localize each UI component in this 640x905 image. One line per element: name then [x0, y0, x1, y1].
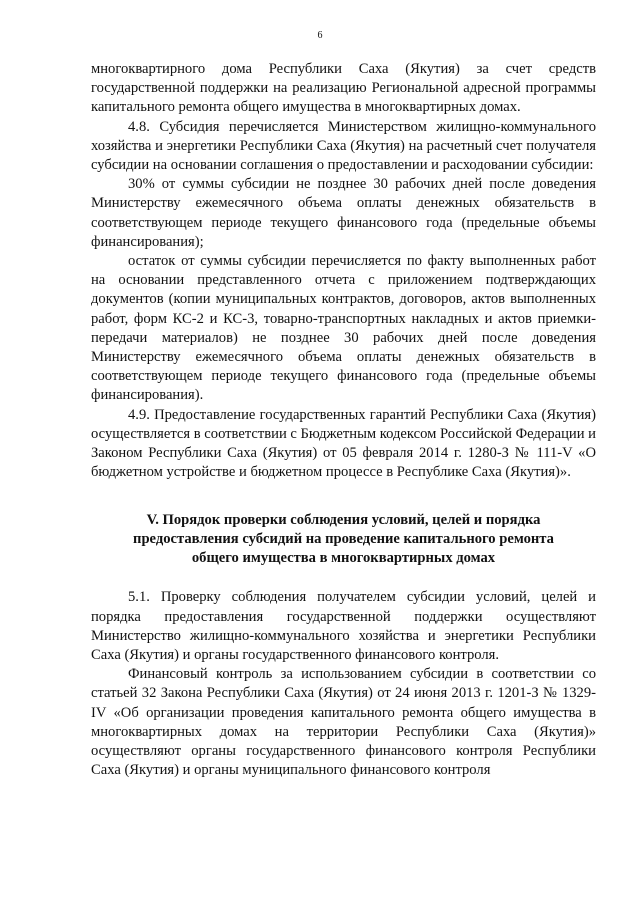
paragraph-5-1: 5.1. Проверку соблюдения получателем субсидии условий, целей и порядка предоставления государственной поддержки осуществляют Министерство жилищно-коммунального хозяйства и энергетики Республики Саха (Якутия) и органы государственного финансового контроля. [91, 589, 596, 664]
document-body [91, 60, 596, 781]
section-heading-line: V. Порядок проверки соблюдения условий, целей и порядка [146, 512, 541, 529]
section-heading [91, 511, 596, 568]
paragraph-financial-control: Финансовый контроль за использованием субсидии в соответствии со статьей 32 Закона Республики Саха (Якутия) от 24 июня 2013 г. 1201-З № 1329-IV «Об организации проведения капитального ремонта общего имущества в многоквартирных домах на территории Республики Саха (Якутия)» осуществляют органы государственного финансового контроля Республики Саха (Якутия) и органы муниципального финансового контроля [91, 666, 596, 779]
paragraph-4-8: 4.8. Субсидия перечисляется Министерством жилищно-коммунального хозяйства и энергетики Республики Саха (Якутия) на расчетный счет получателя субсидии на основании соглашения о предоставлении и расходовании субсидии: [91, 118, 596, 174]
paragraph-continuation: многоквартирного дома Республики Саха (Якутия) за счет средств государственной поддержки на реализацию Региональной адресной программы капитального ремонта общего имущества в многоквартирных домах. [91, 61, 596, 116]
paragraph-remaining-amount: остаток от суммы субсидии перечисляется по факту выполненных работ на основании представленного отчета с приложением подтверждающих документов (копии муниципальных контрактов, договоров, актов выполненных работ, форм КС-2 и КС-3, товарно-транспортных накладных и актов приемки-передачи материалов) не позднее 30 рабочих дней после доведения Министерству ежемесячного объема оплаты денежных обязательств в соответствующем периоде текущего финансового года (предельные объемы финансирования). [91, 253, 596, 404]
section-heading-line: общего имущества в многоквартирных домах [191, 550, 496, 567]
paragraph-4-9: 4.9. Предоставление государственных гарантий Республики Саха (Якутия) осуществляется в соответствии с Бюджетным кодексом Российской Федерации и Законом Республики Саха (Якутия) от 05 февраля 2014 г. 1280-З № 111-V «О бюджетном устройстве и бюджетном процессе в Республике Саха (Якутия)». [91, 406, 596, 481]
section-heading-line: предоставления субсидий на проведение капитального ремонта [133, 531, 554, 548]
paragraph-advance-30-percent: 30% от суммы субсидии не позднее 30 рабочих дней после доведения Министерству ежемесячного объема оплаты денежных обязательств в соответствующем периоде текущего финансового года (предельные объемы финансирования); [91, 176, 596, 250]
page-number: 6 [317, 30, 323, 41]
